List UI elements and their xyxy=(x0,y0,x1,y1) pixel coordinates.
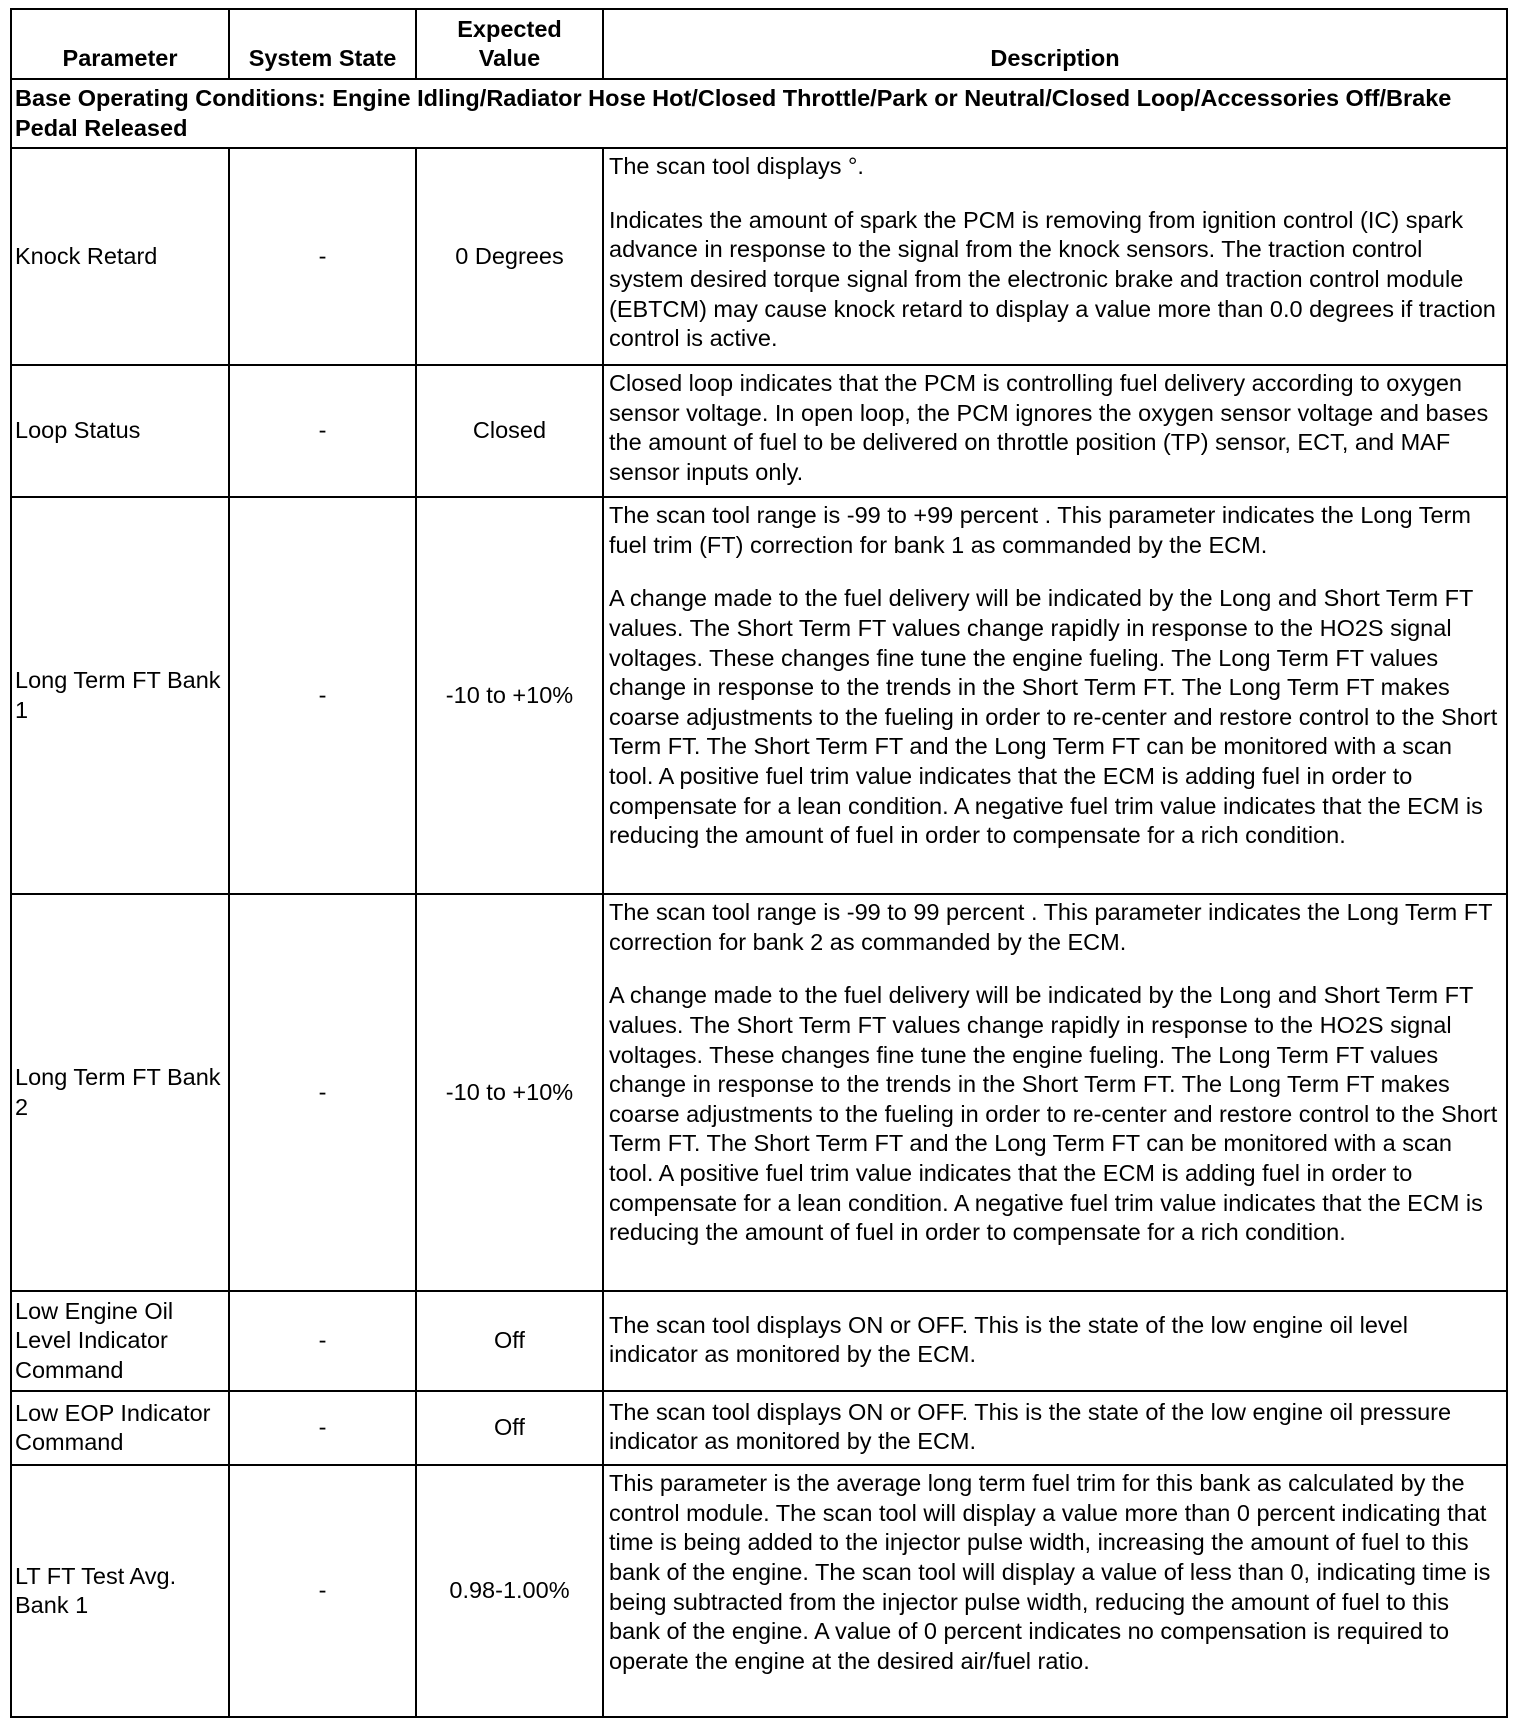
header-description: Description xyxy=(603,9,1507,79)
table-header-row xyxy=(11,9,1507,79)
parameter-table xyxy=(10,8,1508,1718)
description-paragraph: The scan tool range is -99 to +99 percent . This parameter indicates the Long Term fuel trim (FT) correction for bank 1 as commanded by the ECM. xyxy=(609,502,1471,558)
header-system-state: System State xyxy=(229,9,416,79)
table-row xyxy=(11,1291,1507,1391)
base-conditions: Base Operating Conditions: Engine Idling/Radiator Hose Hot/Closed Throttle/Park or Neutral/Closed Loop/Accessories Off/Brake Pedal Released xyxy=(11,79,1507,148)
header-parameter: Parameter xyxy=(11,9,229,79)
system-state: - xyxy=(229,894,416,1291)
description-paragraph: A change made to the fuel delivery will be indicated by the Long and Short Term FT values. The Short Term FT values change rapidly in response to the HO2S signal voltages. These changes fine tune the engine fueling. The Long Term FT values change in response to the trends in the Short Term FT. The Long Term FT makes coarse adjustments to the fueling in order to re-center and restore control to the Short Term FT. The Short Term FT and the Long Term FT can be monitored with a scan tool. A positive fuel trim value indicates that the ECM is adding fuel in order to compensate for a lean condition. A negative fuel trim value indicates that the ECM is reducing the amount of fuel in order to compensate for a rich condition. xyxy=(609,982,1498,1246)
expected-value: Off xyxy=(416,1391,603,1465)
description xyxy=(603,365,1507,497)
expected-value: 0.98-1.00% xyxy=(416,1465,603,1717)
expected-value: 0 Degrees xyxy=(416,148,603,365)
base-conditions-row xyxy=(11,79,1507,148)
description xyxy=(603,1291,1507,1391)
parameter-name: Long Term FT Bank 2 xyxy=(11,894,229,1291)
system-state: - xyxy=(229,148,416,365)
expected-value: -10 to +10% xyxy=(416,497,603,894)
table-row xyxy=(11,497,1507,894)
description xyxy=(603,1391,1507,1465)
system-state: - xyxy=(229,1465,416,1717)
description-paragraph: The scan tool range is -99 to 99 percent . This parameter indicates the Long Term FT correction for bank 2 as commanded by the ECM. xyxy=(609,899,1493,955)
table-row xyxy=(11,894,1507,1291)
system-state: - xyxy=(229,1291,416,1391)
parameter-table-container xyxy=(10,8,1506,1718)
system-state: - xyxy=(229,365,416,497)
table-row xyxy=(11,1391,1507,1465)
system-state: - xyxy=(229,1391,416,1465)
description-paragraph: The scan tool displays ON or OFF. This is the state of the low engine oil level indicator as monitored by the ECM. xyxy=(609,1311,1408,1368)
description xyxy=(603,894,1507,1291)
parameter-name: Long Term FT Bank 1 xyxy=(11,497,229,894)
description-paragraph: The scan tool displays ON or OFF. This is the state of the low engine oil pressure indicator as monitored by the ECM. xyxy=(609,1398,1452,1455)
expected-value: -10 to +10% xyxy=(416,894,603,1291)
description-paragraph: Closed loop indicates that the PCM is controlling fuel delivery according to oxygen sensor voltage. In open loop, the PCM ignores the oxygen sensor voltage and bases the amount of fuel to be delivered on throttle position (TP) sensor, ECT, and MAF sensor inputs only. xyxy=(609,370,1489,485)
table-row xyxy=(11,1465,1507,1717)
parameter-name: Low Engine Oil Level Indicator Command xyxy=(11,1291,229,1391)
parameter-name: LT FT Test Avg. Bank 1 xyxy=(11,1465,229,1717)
system-state: - xyxy=(229,497,416,894)
description xyxy=(603,1465,1507,1717)
table-row xyxy=(11,148,1507,365)
description-paragraph: Indicates the amount of spark the PCM is removing from ignition control (IC) spark advance in response to the signal from the knock sensors. The traction control system desired torque signal from the electronic brake and traction control module (EBTCM) may cause knock retard to display a value more than 0.0 degrees if traction control is active. xyxy=(609,206,1496,352)
description-paragraph: A change made to the fuel delivery will be indicated by the Long and Short Term FT values. The Short Term FT values change rapidly in response to the HO2S signal voltages. These changes fine tune the engine fueling. The Long Term FT values change in response to the trends in the Short Term FT. The Long Term FT makes coarse adjustments to the fueling in order to re-center and restore control to the Short Term FT. The Short Term FT and the Long Term FT can be monitored with a scan tool. A positive fuel trim value indicates that the ECM is adding fuel in order to compensate for a lean condition. A negative fuel trim value indicates that the ECM is reducing the amount of fuel in order to compensate for a rich condition. xyxy=(609,585,1498,849)
description-paragraph: The scan tool displays °. xyxy=(609,153,864,180)
description xyxy=(603,497,1507,894)
parameter-name: Low EOP Indicator Command xyxy=(11,1391,229,1465)
parameter-name: Loop Status xyxy=(11,365,229,497)
description xyxy=(603,148,1507,365)
expected-value: Closed xyxy=(416,365,603,497)
header-expected-value: Expected Value xyxy=(416,9,603,79)
expected-value: Off xyxy=(416,1291,603,1391)
parameter-name: Knock Retard xyxy=(11,148,229,365)
description-paragraph: This parameter is the average long term fuel trim for this bank as calculated by the control module. The scan tool will display a value more than 0 percent indicating that time is being added to the injector pulse width, increasing the amount of fuel to this bank of the engine. The scan tool will display a value of less than 0, indicating time is being subtracted from the injector pulse width, reducing the amount of fuel to this bank of the engine. A value of 0 percent indicates no compensation is required to operate the engine at the desired air/fuel ratio. xyxy=(609,1470,1491,1674)
table-row xyxy=(11,365,1507,497)
